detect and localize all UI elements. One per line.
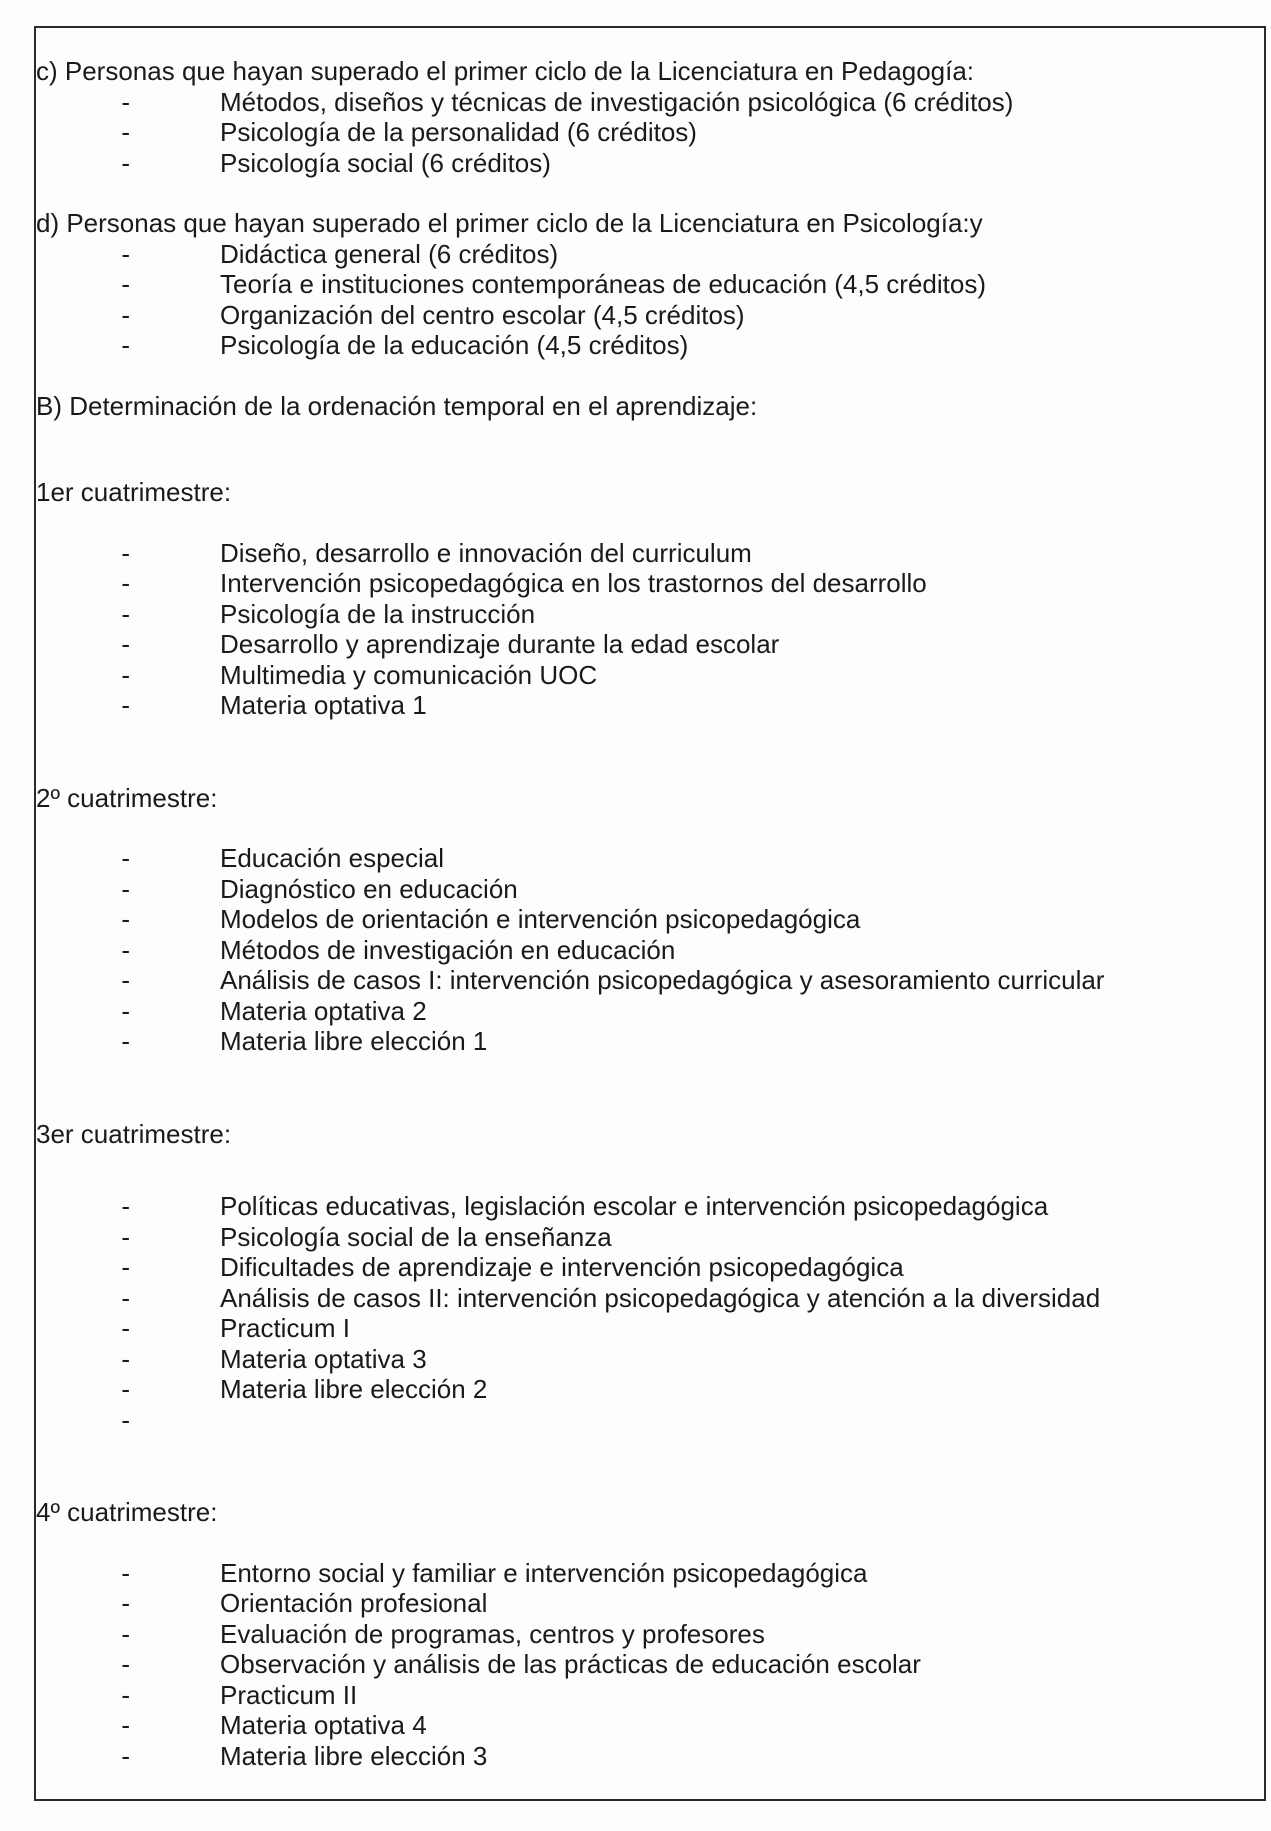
dash-bullet: - (121, 86, 130, 117)
dash-bullet: - (121, 568, 130, 598)
dash-bullet: - (121, 873, 130, 904)
list-item: - Métodos, diseños y técnicas de investigación psicológica (6 créditos) (36, 87, 1261, 118)
list-item: - Psicología social de la enseñanza (36, 1222, 1261, 1253)
dash-bullet: - (121, 1374, 130, 1404)
dash-bullet: - (121, 1710, 130, 1740)
dash-bullet: - (121, 1740, 130, 1771)
list-item: - Practicum II (36, 1680, 1261, 1711)
dash-bullet: - (121, 659, 130, 690)
list-item: - Observación y análisis de las prácticas de educación escolar (36, 1649, 1261, 1680)
list-item: - Diagnóstico en educación (36, 874, 1261, 905)
dash-bullet: - (121, 1221, 130, 1252)
term4-list (36, 1558, 1261, 1772)
section-d-heading: d) Personas que hayan superado el primer ciclo de la Licenciatura en Psicología:y (36, 208, 983, 238)
term3-heading: 3er cuatrimestre: (36, 1118, 232, 1149)
section-c-list (36, 87, 1261, 179)
list-item (36, 1405, 1261, 1436)
dash-bullet: - (121, 238, 130, 269)
dash-bullet: - (121, 995, 130, 1026)
dash-bullet: - (121, 934, 130, 965)
term1-heading: 1er cuatrimestre: (36, 477, 232, 507)
list-item: - Organización del centro escolar (4,5 créditos) (36, 300, 1261, 331)
dash-bullet: - (121, 1649, 130, 1679)
term2-heading: 2º cuatrimestre: (36, 782, 218, 813)
dash-bullet: - (121, 1588, 130, 1618)
dash-bullet: - (121, 1404, 130, 1435)
list-item: - Practicum I (36, 1313, 1261, 1344)
dash-bullet: - (121, 690, 130, 720)
dash-bullet: - (121, 629, 130, 659)
list-item: - Diseño, desarrollo e innovación del curriculum (36, 538, 1261, 569)
list-item: - Políticas educativas, legislación escolar e intervención psicopedagógica (36, 1191, 1261, 1222)
list-item: - Análisis de casos II: intervención psicopedagógica y atención a la diversidad (36, 1283, 1261, 1314)
dash-bullet: - (121, 904, 130, 934)
dash-bullet: - (121, 1026, 130, 1056)
list-item: - Teoría e instituciones contemporáneas de educación (4,5 créditos) (36, 269, 1261, 300)
term4-heading: 4º cuatrimestre: (36, 1497, 218, 1527)
dash-bullet: - (121, 299, 130, 330)
list-item: - Multimedia y comunicación UOC (36, 660, 1261, 691)
term2-list (36, 843, 1261, 1057)
list-item: - Materia libre elección 1 (36, 1026, 1261, 1057)
dash-bullet: - (121, 1282, 130, 1313)
dash-bullet: - (121, 1191, 130, 1221)
list-item: - Psicología de la educación (4,5 créditos) (36, 330, 1261, 361)
list-item: - Intervención psicopedagógica en los trastornos del desarrollo (36, 568, 1261, 599)
dash-bullet: - (121, 1679, 130, 1710)
dash-bullet: - (121, 843, 130, 873)
list-item: - Materia optativa 1 (36, 690, 1261, 721)
list-item: - Educación especial (36, 843, 1261, 874)
dash-bullet: - (121, 965, 130, 995)
term1-list (36, 538, 1261, 721)
dash-bullet: - (121, 1252, 130, 1282)
dash-bullet: - (121, 1557, 130, 1588)
section-d-list (36, 239, 1261, 361)
dash-bullet: - (121, 117, 130, 147)
list-item: - Análisis de casos I: intervención psicopedagógica y asesoramiento curricular (36, 965, 1261, 996)
list-item: - Psicología de la personalidad (6 créditos) (36, 117, 1261, 148)
list-item: - Materia optativa 3 (36, 1344, 1261, 1375)
list-item: - Modelos de orientación e intervención psicopedagógica (36, 904, 1261, 935)
list-item: - Materia libre elección 3 (36, 1741, 1261, 1772)
list-item: - Evaluación de programas, centros y profesores (36, 1619, 1261, 1650)
dash-bullet: - (121, 598, 130, 629)
list-item: - Entorno social y familiar e intervención psicopedagógica (36, 1558, 1261, 1589)
dash-bullet: - (121, 269, 130, 299)
list-item: - Orientación profesional (36, 1588, 1261, 1619)
list-item: - Psicología de la instrucción (36, 599, 1261, 630)
dash-bullet: - (121, 1343, 130, 1374)
section-c-heading: c) Personas que hayan superado el primer ciclo de la Licenciatura en Pedagogía: (36, 56, 975, 86)
dash-bullet: - (121, 147, 130, 178)
dash-bullet: - (121, 330, 130, 360)
list-item: - Materia optativa 2 (36, 996, 1261, 1027)
document-body (36, 56, 1261, 1771)
list-item: - Métodos de investigación en educación (36, 935, 1261, 966)
list-item: - Psicología social (6 créditos) (36, 148, 1261, 179)
list-item: - Desarrollo y aprendizaje durante la edad escolar (36, 629, 1261, 660)
dash-bullet: - (121, 1313, 130, 1343)
list-item: - Materia libre elección 2 (36, 1374, 1261, 1405)
section-b-heading: B) Determinación de la ordenación temporal en el aprendizaje: (36, 390, 758, 421)
list-item: - Dificultades de aprendizaje e intervención psicopedagógica (36, 1252, 1261, 1283)
list-item: - Didáctica general (6 créditos) (36, 239, 1261, 270)
dash-bullet: - (121, 537, 130, 568)
list-item: - Materia optativa 4 (36, 1710, 1261, 1741)
term3-list (36, 1191, 1261, 1435)
dash-bullet: - (121, 1618, 130, 1649)
